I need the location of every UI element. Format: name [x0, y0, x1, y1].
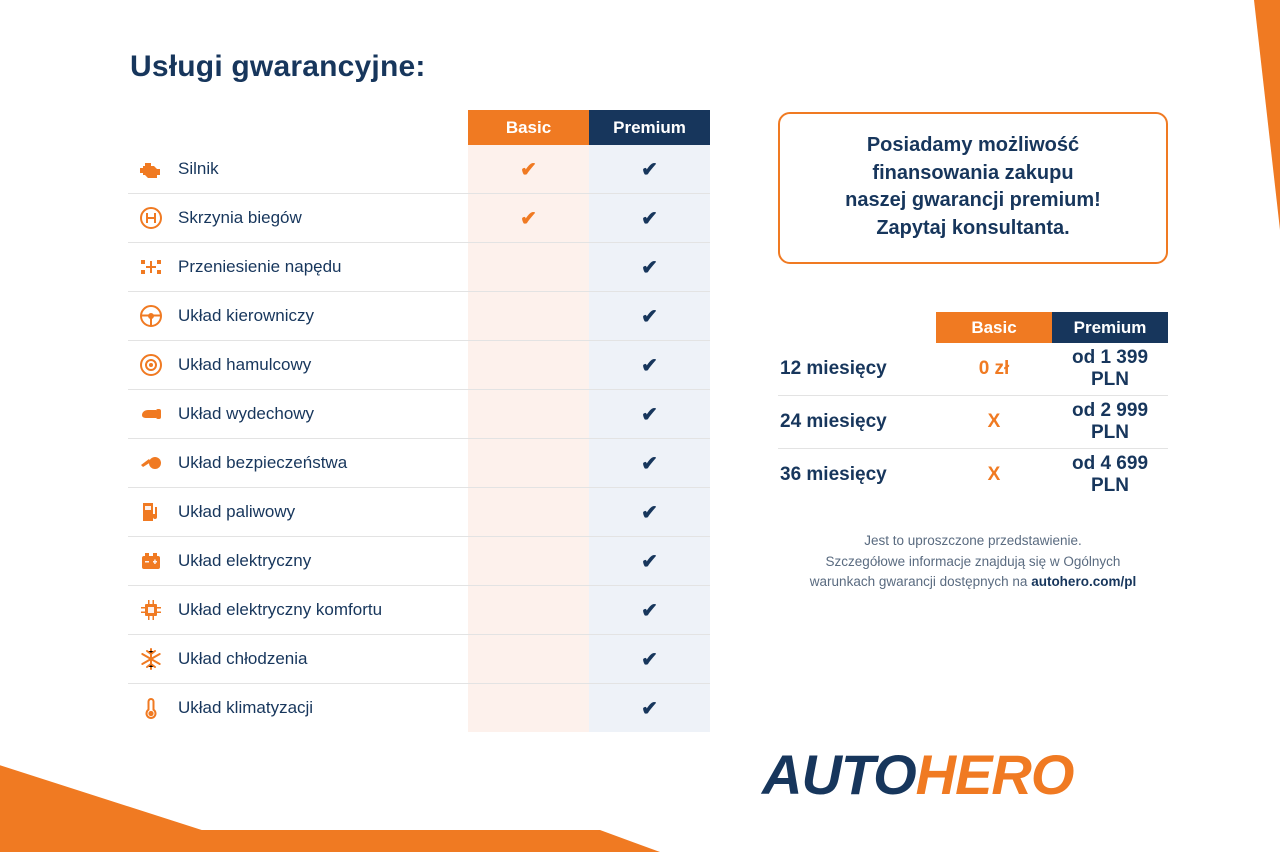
- service-label: Układ klimatyzacji: [178, 698, 314, 717]
- decorative-bottom-band: [0, 830, 1280, 852]
- table-row: [128, 684, 710, 732]
- promo-line-3: naszej gwarancji premium!: [845, 189, 1101, 212]
- service-label: Skrzynia biegów: [178, 208, 302, 227]
- logo-text-auto: AUTO: [762, 743, 916, 806]
- steering-wheel-icon: [128, 305, 174, 327]
- disclaimer-line-1: Jest to uproszczone przedstawienie.: [864, 533, 1082, 549]
- pricing-column-header-premium: Premium: [1052, 312, 1168, 343]
- thermometer-icon: [128, 697, 174, 719]
- decorative-corner-right: [1254, 0, 1280, 230]
- table-row: [128, 488, 710, 537]
- pricing-basic-value: X: [987, 411, 1001, 433]
- page-title: Usługi gwarancyjne:: [130, 50, 426, 83]
- pricing-term: 24 miesięcy: [780, 411, 887, 433]
- chip-icon: [128, 599, 174, 621]
- disclaimer: [778, 531, 1168, 592]
- pricing-column-header-basic: Basic: [936, 312, 1052, 343]
- service-label: Układ chłodzenia: [178, 649, 308, 668]
- pricing-premium-value: od 1 399 PLN: [1071, 347, 1149, 391]
- service-label: Układ paliwowy: [178, 502, 296, 521]
- financing-promo-box: [778, 112, 1168, 264]
- service-label: Układ elektryczny komfortu: [178, 600, 383, 619]
- pricing-row: [778, 396, 1168, 449]
- snowflake-icon: [128, 648, 174, 670]
- pricing-header-spacer: [778, 312, 936, 343]
- service-label: Układ elektryczny: [178, 551, 312, 570]
- pricing-term: 12 miesięcy: [780, 358, 887, 380]
- table-row: [128, 243, 710, 292]
- premium-value: ✔: [641, 697, 658, 720]
- pricing-premium-value: od 4 699 PLN: [1071, 453, 1149, 497]
- services-table-header: [128, 110, 710, 145]
- service-label: Układ bezpieczeństwa: [178, 453, 348, 472]
- table-row: [128, 586, 710, 635]
- column-header-premium: Premium: [589, 110, 710, 145]
- premium-value: ✔: [641, 305, 658, 328]
- service-label: Układ hamulcowy: [178, 355, 312, 374]
- premium-value: ✔: [641, 648, 658, 671]
- table-row: [128, 439, 710, 488]
- service-label: Układ wydechowy: [178, 404, 315, 423]
- table-row: [128, 341, 710, 390]
- pricing-panel: [778, 112, 1168, 592]
- pricing-row: [778, 449, 1168, 501]
- table-row: [128, 635, 710, 684]
- pricing-row: [778, 343, 1168, 396]
- disclaimer-line-3-text: warunkach gwarancji dostępnych na: [809, 573, 1032, 589]
- table-row: [128, 390, 710, 439]
- premium-value: ✔: [641, 354, 658, 377]
- column-header-basic: Basic: [468, 110, 589, 145]
- pricing-premium-value: od 2 999 PLN: [1071, 400, 1149, 444]
- gearbox-icon: [128, 207, 174, 229]
- service-label: Przeniesienie napędu: [178, 257, 342, 276]
- autohero-logo: [762, 742, 1073, 807]
- premium-value: ✔: [641, 501, 658, 524]
- battery-icon: [128, 551, 174, 571]
- pricing-term: 36 miesięcy: [780, 464, 887, 486]
- logo-text-hero: HERO: [915, 743, 1074, 806]
- airbag-icon: [128, 454, 174, 472]
- table-row: [128, 292, 710, 341]
- premium-value: ✔: [641, 158, 658, 181]
- premium-value: ✔: [641, 256, 658, 279]
- disclaimer-line-3: [778, 572, 1168, 592]
- table-row: [128, 194, 710, 243]
- basic-value: ✔: [520, 207, 537, 230]
- promo-line-1: Posiadamy możliwość: [866, 134, 1080, 156]
- website-link[interactable]: autohero.com/pl: [1031, 573, 1137, 589]
- exhaust-icon: [128, 405, 174, 423]
- basic-value: ✔: [520, 158, 537, 181]
- drivetrain-icon: [128, 257, 174, 277]
- service-label: Układ kierowniczy: [178, 306, 315, 325]
- services-rows: [128, 145, 710, 732]
- brake-disc-icon: [128, 354, 174, 376]
- services-table: [128, 110, 710, 732]
- premium-value: ✔: [641, 403, 658, 426]
- engine-icon: [128, 159, 174, 179]
- premium-value: ✔: [641, 207, 658, 230]
- promo-line-2: finansowania zakupu: [872, 161, 1074, 184]
- premium-value: ✔: [641, 550, 658, 573]
- premium-value: ✔: [641, 452, 658, 475]
- pricing-table-header: [778, 312, 1168, 343]
- service-label: Silnik: [178, 159, 219, 178]
- disclaimer-line-2: Szczegółowe informacje znajdują się w Ogólnych: [825, 553, 1121, 569]
- table-row: [128, 145, 710, 194]
- promo-line-4: Zapytaj konsultanta.: [876, 216, 1070, 239]
- table-row: [128, 537, 710, 586]
- pricing-basic-value: 0 zł: [978, 358, 1010, 380]
- pricing-basic-value: X: [987, 464, 1001, 486]
- pricing-table: [778, 312, 1168, 501]
- warranty-services-panel: [128, 50, 713, 732]
- fuel-pump-icon: [128, 501, 174, 523]
- premium-value: ✔: [641, 599, 658, 622]
